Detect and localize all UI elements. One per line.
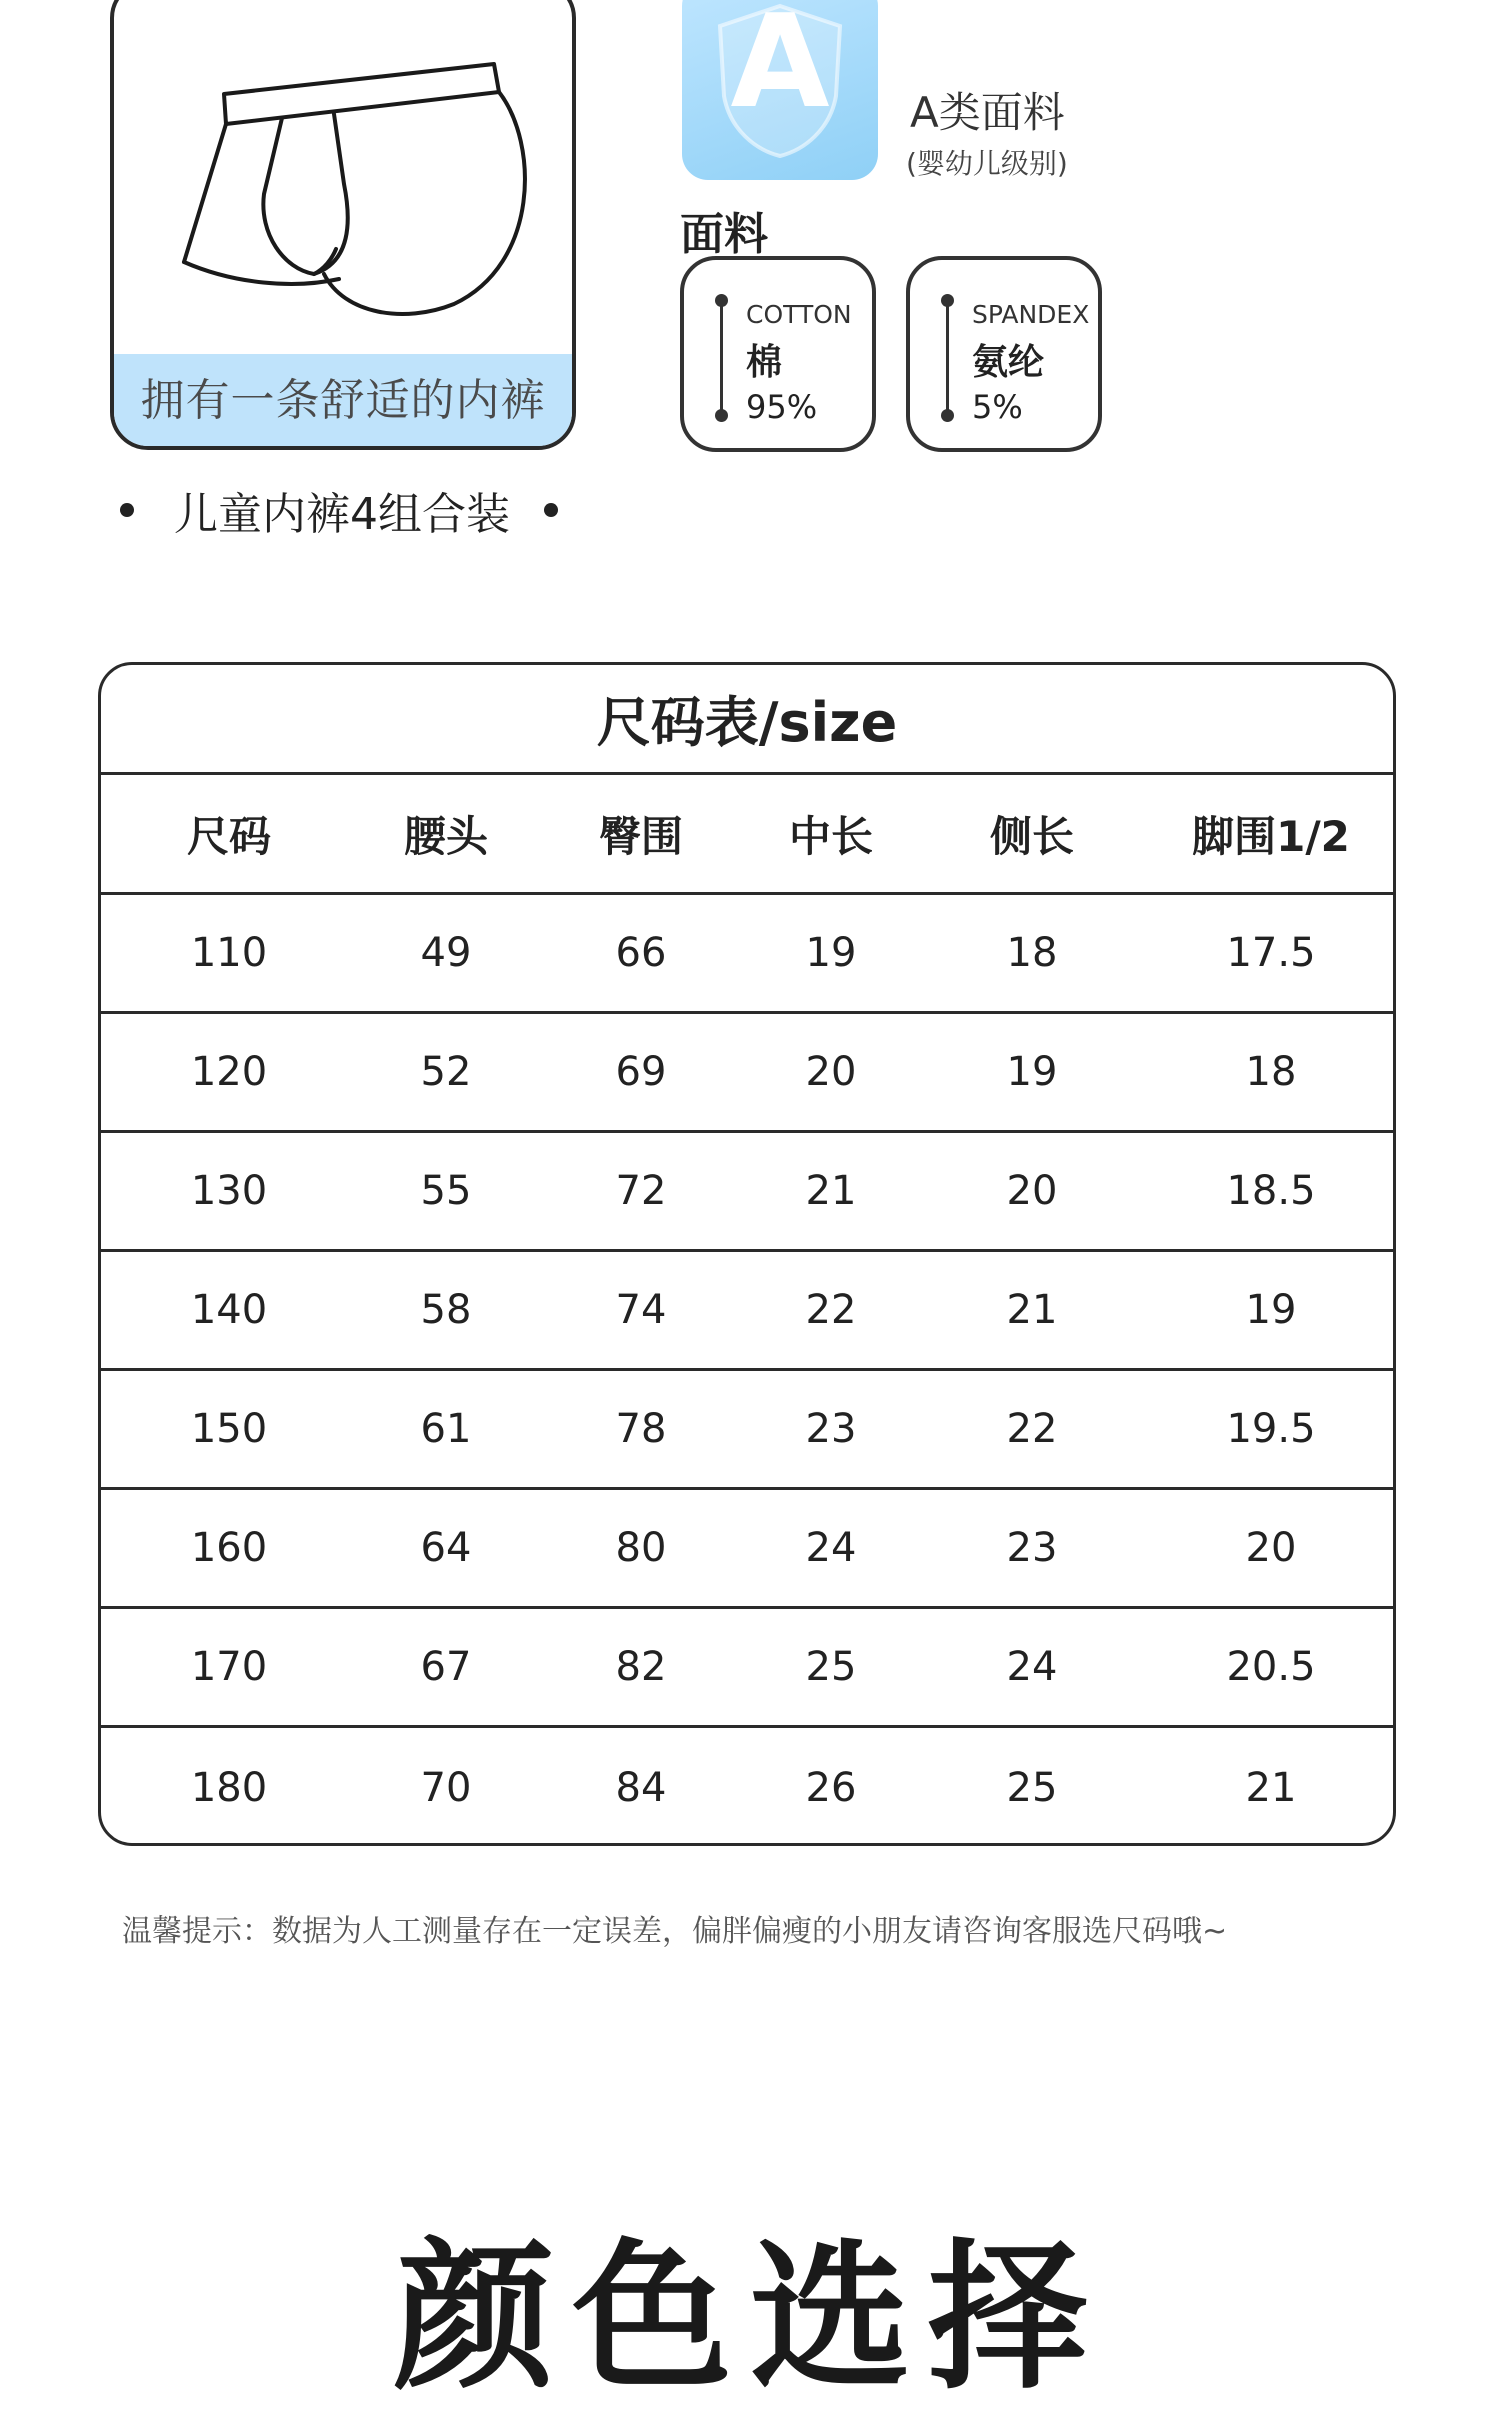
table-cell: 18	[1245, 1049, 1297, 1095]
table-cell: 58	[420, 1287, 472, 1333]
measurement-tip: 温馨提示：数据为人工测量存在一定误差，偏胖偏瘦的小朋友请咨询客服选尺码哦~	[122, 1914, 1228, 1949]
table-cell: 20	[805, 1049, 857, 1095]
fabric-divider-icon	[720, 300, 723, 416]
table-cell: 20.5	[1226, 1644, 1316, 1690]
table-cell: 66	[615, 930, 667, 976]
table-cell: 25	[1006, 1764, 1058, 1811]
table-cell: 120	[190, 1049, 268, 1095]
fabric-spandex-card	[906, 256, 1102, 452]
table-cell: 67	[420, 1644, 472, 1690]
table-row	[101, 1490, 1393, 1609]
table-row	[101, 1371, 1393, 1490]
table-cell: 20	[1245, 1525, 1297, 1571]
table-cell: 110	[190, 930, 268, 976]
fabric-chinese-name: 氨纶	[972, 342, 1045, 383]
grade-title: A类面料	[910, 88, 1065, 137]
table-cell: 55	[420, 1168, 472, 1214]
bullet-dot-icon	[120, 503, 134, 517]
table-cell: 22	[1006, 1406, 1058, 1452]
table-cell: 52	[420, 1049, 472, 1095]
table-cell: 78	[615, 1406, 667, 1452]
size-table	[98, 662, 1396, 1846]
table-cell: 18.5	[1226, 1168, 1316, 1214]
table-cell: 49	[420, 930, 472, 976]
size-table-body	[101, 775, 1393, 1846]
fabric-divider-icon	[946, 300, 949, 416]
table-cell: 19.5	[1226, 1406, 1316, 1452]
grade-subtitle: (婴幼儿级别)	[906, 147, 1068, 180]
table-cell: 180	[190, 1764, 268, 1811]
table-cell: 64	[420, 1525, 472, 1571]
table-cell: 18	[1006, 930, 1058, 976]
table-cell: 72	[615, 1168, 667, 1214]
table-cell: 150	[190, 1406, 268, 1452]
table-cell: 70	[420, 1764, 472, 1811]
table-row	[101, 1252, 1393, 1371]
card-caption: 拥有一条舒适的内裤	[140, 375, 546, 426]
table-cell: 21	[1006, 1287, 1058, 1333]
table-header-cell: 侧长	[989, 811, 1074, 861]
table-cell: 21	[805, 1168, 857, 1214]
fabric-english-name: SPANDEX	[972, 300, 1090, 329]
table-cell: 74	[615, 1287, 667, 1333]
table-cell: 19	[805, 930, 857, 976]
table-cell: 19	[1006, 1049, 1058, 1095]
table-header-cell: 中长	[788, 811, 873, 861]
fabric-heading: 面料	[680, 209, 768, 260]
table-cell: 24	[805, 1525, 857, 1571]
section-title-color-selection: 颜色选择	[393, 2224, 1106, 2411]
table-row	[101, 1133, 1393, 1252]
table-cell: 84	[615, 1764, 667, 1811]
table-cell: 82	[615, 1644, 667, 1690]
product-illustration-card	[110, 0, 576, 450]
table-cell: 21	[1245, 1764, 1297, 1811]
table-header-cell: 腰头	[403, 811, 488, 861]
bullet-dot-icon	[544, 503, 558, 517]
table-row	[101, 1609, 1393, 1728]
table-cell: 17.5	[1226, 930, 1316, 976]
table-cell: 80	[615, 1525, 667, 1571]
size-table-title: 尺码表/size	[101, 665, 1393, 775]
fabric-percent: 95%	[746, 388, 818, 426]
table-cell: 22	[805, 1287, 857, 1333]
underwear-outline-icon	[154, 34, 534, 334]
table-cell: 23	[1006, 1525, 1058, 1571]
table-row	[101, 1014, 1393, 1133]
table-cell: 61	[420, 1406, 472, 1452]
table-cell: 23	[805, 1406, 857, 1452]
table-cell: 170	[190, 1644, 268, 1690]
table-cell: 24	[1006, 1644, 1058, 1690]
table-header-cell: 尺码	[186, 811, 271, 861]
grade-a-badge	[682, 0, 878, 180]
table-row	[101, 895, 1393, 1014]
pack-label-row	[120, 478, 558, 542]
fabric-english-name: COTTON	[746, 300, 852, 329]
fabric-percent: 5%	[972, 388, 1023, 426]
table-row	[101, 1728, 1393, 1846]
table-header-row	[101, 775, 1393, 895]
table-cell: 25	[805, 1644, 857, 1690]
pack-label: 儿童内裤4组合装	[174, 489, 510, 540]
table-cell: 160	[190, 1525, 268, 1571]
grade-letter: A	[730, 0, 830, 137]
table-header-cell: 脚围1/2	[1192, 811, 1350, 861]
table-cell: 69	[615, 1049, 667, 1095]
table-cell: 26	[805, 1764, 857, 1811]
table-header-cell: 臀围	[598, 811, 683, 861]
fabric-chinese-name: 棉	[746, 342, 783, 383]
table-cell: 140	[190, 1287, 268, 1333]
table-cell: 130	[190, 1168, 268, 1214]
table-cell: 20	[1006, 1168, 1058, 1214]
fabric-cotton-card	[680, 256, 876, 452]
table-cell: 19	[1245, 1287, 1297, 1333]
